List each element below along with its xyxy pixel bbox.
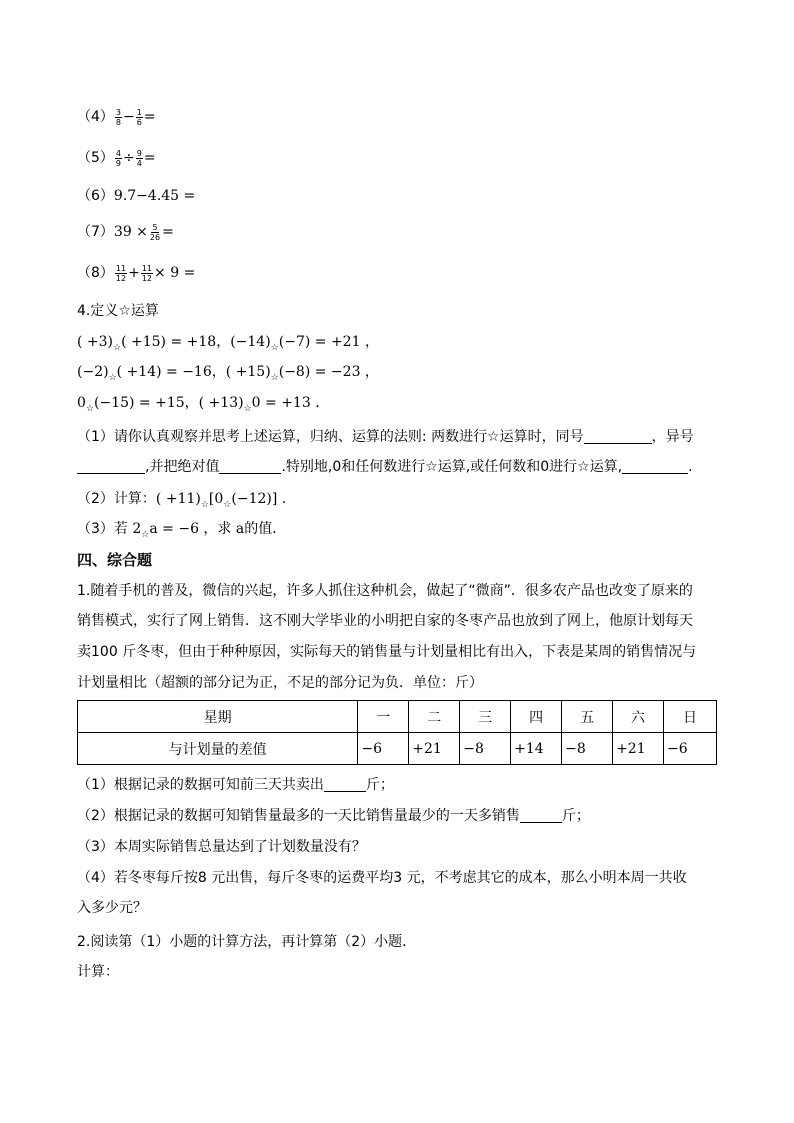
table-cell: 三 (460, 701, 511, 733)
section-heading: 四、综合题 (77, 551, 153, 569)
problem-1-part-3: （3）本周实际销售总量达到了计划数量没有？ (77, 839, 366, 855)
problem-1-part-4: （4）若冬枣每斤按8 元出售，每斤冬枣的运费平均3 元，不考虑其它的成本，那么小明本周一共收 (77, 870, 687, 886)
problem-1-part-1: （1）根据记录的数据可知前三天共卖出 斤； (77, 777, 394, 793)
problem-1-part-4-cont: 入多少元？ (77, 900, 147, 916)
fraction: $\frac{4}{9}$ (115, 148, 122, 168)
fraction: $\frac{3}{8}$ (115, 107, 122, 127)
question-4-title: 4.定义☆运算 (77, 303, 159, 319)
expression: 9.7−4.45 = (113, 188, 196, 204)
item-8: （8） $\frac{11}{12}$ + $\frac{11}{12}$ × 9 = (77, 263, 196, 283)
question-4-part-1-cont: ,并把绝对值 .特别地,0和任何数进行☆运算,或任何数和0进行☆运算, . (77, 457, 693, 477)
table-cell: 六 (613, 701, 664, 733)
problem-1-line-2: 销售模式，实行了网上销售．这不刚大学毕业的小明把自家的冬枣产品也放到了网上，他原计划每天 (77, 613, 693, 629)
problem-1-line-3: 卖100 斤冬枣，但由于种种原因，实际每天的销售量与计划量相比有出入，下表是某周的销售情况与 (77, 644, 697, 660)
sales-table (77, 700, 717, 765)
question-4-part-3: （3）若 $2_☆a = -6$ ，求 a的值． (77, 521, 287, 540)
fraction: $\frac{11}{12}$ (141, 263, 153, 283)
item-6 (77, 186, 195, 206)
table-cell: 日 (664, 701, 717, 733)
table-cell: 四 (511, 701, 562, 733)
item-5: （5） $\frac{4}{9}$ ÷ $\frac{9}{4}$ = (77, 148, 156, 168)
problem-1-line-4: 计划量相比（超额的部分记为正，不足的部分记为负．单位：斤） (77, 675, 483, 691)
question-4-example-1: ( $+3)_☆( +15) = +18$，$(-14)_☆(-7) = +21$ ， (77, 334, 379, 353)
question-4-part-2: （2）计算：( $+11)_☆[0_☆(-12)]$ ． (77, 491, 296, 510)
fraction: $\frac{9}{4}$ (136, 148, 142, 168)
table-cell: 二 (409, 701, 460, 733)
item-label: （4） (77, 109, 114, 125)
item-7: （7）39 × $\frac{5}{26}$ = (77, 222, 174, 242)
table-cell: +21 (613, 733, 664, 765)
item-label: （6） (77, 188, 114, 204)
item-label: （7） (77, 224, 114, 240)
question-4-example-2: $(-2)_☆( +14) = -16$，( $+15)_☆(-8) = -23$ ， (77, 364, 379, 383)
answer-blank (219, 459, 281, 474)
answer-blank (324, 777, 366, 792)
table-cell: −8 (460, 733, 511, 765)
problem-1-line-1: 1.随着手机的普及，微信的兴起，许多人抓住这种机会，做起了“微商”．很多农产品也改变了原来的 (77, 583, 693, 599)
table-cell: −6 (664, 733, 717, 765)
problem-2-calc: 计算： (77, 964, 119, 980)
table-header-row (78, 701, 717, 733)
problem-2-text: 2.阅读第（1）小题的计算方法，再计算第（2）小题． (77, 934, 417, 950)
table-cell: +14 (511, 733, 562, 765)
problem-1-part-2: （2）根据记录的数据可知销售量最多的一天比销售量最少的一天多销售 斤； (77, 808, 590, 824)
table-cell: 五 (562, 701, 613, 733)
table-header-label: 星期 (78, 701, 358, 733)
question-4-part-1: （1）请你认真观察并思考上述运算，归纳、运算的法则: 两数进行☆运算时，同号 ，异号 (77, 429, 694, 445)
answer-blank (520, 808, 562, 823)
answer-blank (584, 429, 652, 444)
fraction: $\frac{11}{12}$ (115, 263, 127, 283)
table-row-label: 与计划量的差值 (78, 733, 358, 765)
item-4: （4） $\frac{3}{8}$ − $\frac{1}{6}$ = (77, 107, 156, 127)
table-row (78, 733, 717, 765)
answer-blank (622, 459, 688, 474)
table-cell: +21 (409, 733, 460, 765)
fraction: $\frac{1}{6}$ (136, 107, 142, 127)
table-cell: −6 (358, 733, 409, 765)
table-cell: −8 (562, 733, 613, 765)
fraction: $\frac{5}{26}$ (149, 222, 161, 242)
answer-blank (77, 459, 145, 474)
table-cell: 一 (358, 701, 409, 733)
item-label: （8） (77, 265, 114, 281)
item-label: （5） (77, 150, 114, 166)
question-4-example-3: $0_☆(-15) = +15$，( $+13)_☆0 = +13$ ． (77, 395, 330, 414)
